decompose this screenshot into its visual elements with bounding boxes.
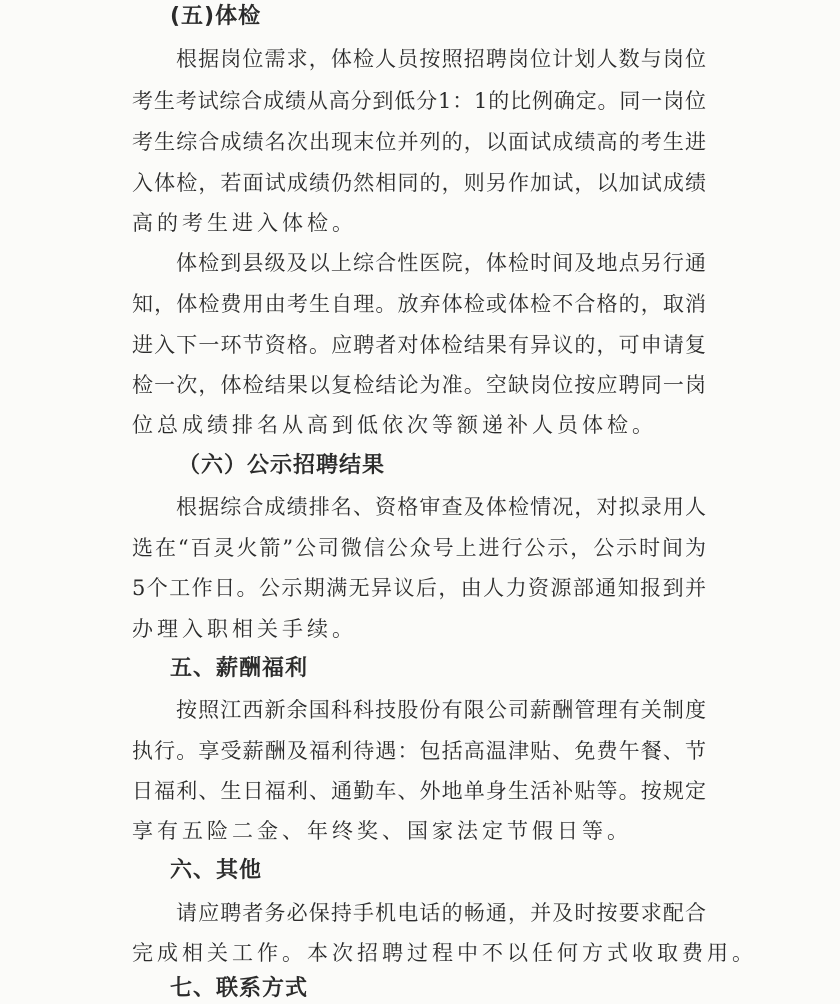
paragraph-line: 根据岗位需求，体检人员按照招聘岗位计划人数与岗位 [176,47,706,71]
paragraph-line: 选在“百灵火箭”公司微信公众号上进行公示，公示时间为 [132,536,706,560]
paragraph-line: 入体检，若面试成绩仍然相同的，则另作加试，以加试成绩 [132,171,706,195]
paragraph-line: 检一次，体检结果以复检结论为准。空缺岗位按应聘同一岗 [132,373,706,397]
heading-contact: 七、联系方式 [170,976,309,1001]
paragraph-line: 知，体检费用由考生自理。放弃体检或体检不合格的，取消 [132,292,706,316]
paragraph-line: 按照江西新余国科科技股份有限公司薪酬管理有关制度 [176,698,706,722]
paragraph-line: 考生考试综合成绩从高分到低分1：1的比例确定。同一岗位 [132,89,706,113]
paragraph-line: 体检到县级及以上综合性医院，体检时间及地点另行通 [176,251,706,275]
paragraph-line: 完成相关工作。本次招聘过程中不以任何方式收取费用。 [132,941,757,965]
paragraph-line: 执行。享受薪酬及福利待遇：包括高温津贴、免费午餐、节 [132,739,706,763]
paragraph-line: 高的考生进入体检。 [132,211,357,235]
paragraph-line: 请应聘者务必保持手机电话的畅通，并及时按要求配合 [176,901,706,925]
paragraph-line: 享有五险二金、年终奖、国家法定节假日等。 [132,819,632,843]
paragraph-line: 5个工作日。公示期满无异议后，由人力资源部通知报到并 [132,576,706,600]
paragraph-line: 考生综合成绩名次出现末位并列的，以面试成绩高的考生进 [132,130,706,154]
paragraph-line: 根据综合成绩排名、资格审查及体检情况，对拟录用人 [176,495,706,519]
heading-publicity: （六）公示招聘结果 [178,453,386,478]
paragraph-line: 位总成绩排名从高到低依次等额递补人员体检。 [132,413,657,437]
paragraph-line: 进入下一环节资格。应聘者对体检结果有异议的，可申请复 [132,333,706,357]
heading-physical-exam: (五)体检 [170,4,262,29]
heading-other: 六、其他 [170,858,263,883]
paragraph-line: 日福利、生日福利、通勤车、外地单身生活补贴等。按规定 [132,779,706,803]
heading-salary: 五、薪酬福利 [170,656,309,681]
paragraph-line: 办理入职相关手续。 [132,617,357,641]
